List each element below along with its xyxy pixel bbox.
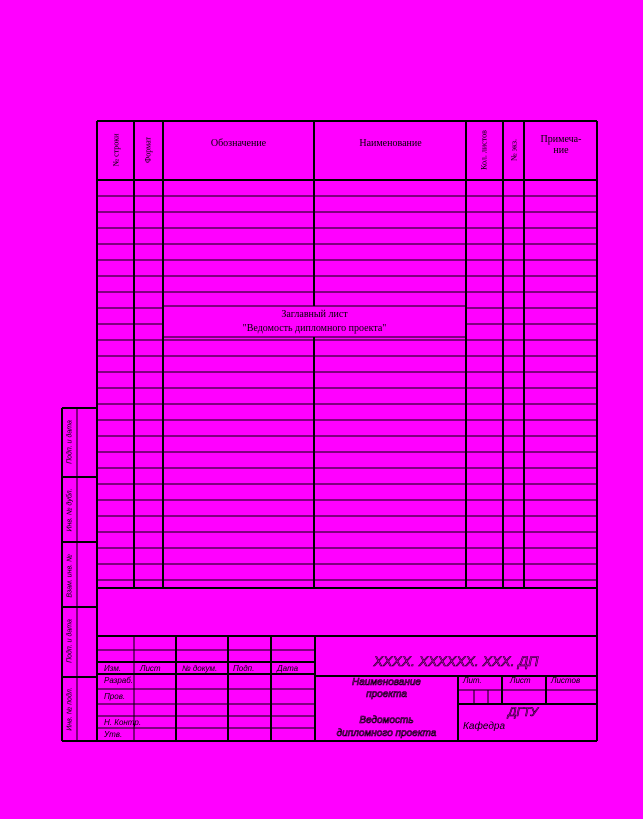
side-sign-date-2: Подп. и дата <box>66 619 74 663</box>
side-vzam-inv: Взам. инв. № <box>66 554 74 598</box>
document-code: ХХХХ. ХХХХХХ. ХХХ. ДП <box>373 653 539 669</box>
project-name-line-1: Наименование <box>351 677 421 688</box>
role-checker: Пров. <box>104 692 126 701</box>
role-developer: Разраб. <box>104 676 133 685</box>
table-grid-lines <box>62 121 597 741</box>
role-approver: Утв. <box>104 730 123 739</box>
side-sign-date-1: Подп. и дата <box>66 420 74 464</box>
department: Кафедра <box>463 721 506 732</box>
role-norm-control: Н. Контр. <box>104 718 142 727</box>
change-col-date: Дата <box>277 664 299 673</box>
doc-title-line-1: Ведомость <box>359 715 414 726</box>
side-inv-orig: Инв. № подл. <box>66 687 74 731</box>
doc-title-line-2: дипломного проекта <box>336 728 437 739</box>
sheets-label: Листов <box>551 676 581 685</box>
header-quantity: Кол. листов <box>479 130 489 170</box>
side-inv-dubl: Инв. № дубл. <box>66 488 74 532</box>
organization: ДГТУ <box>508 705 538 719</box>
header-note: Примеча- ние <box>540 134 582 156</box>
center-title-line-2: "Ведомость дипломного проекта" <box>242 323 387 334</box>
header-designation: Обозначение <box>210 138 267 149</box>
change-col-doc-number: № докум. <box>182 664 218 673</box>
header-name: Наименование <box>359 138 422 149</box>
center-title-line-1: Заглавный лист <box>281 309 348 320</box>
sheet-label: Лист <box>510 676 531 685</box>
stage-label: Лит. <box>463 676 482 685</box>
header-copy-number: № экз. <box>509 138 519 162</box>
change-col-list: Лист <box>140 664 161 673</box>
change-col-izm: Изм. <box>104 664 122 673</box>
header-format: Формат <box>143 136 153 164</box>
change-col-signature: Подп. <box>233 664 255 673</box>
project-name-line-2: проекта <box>366 689 407 700</box>
header-line-number: № строки <box>111 133 121 167</box>
